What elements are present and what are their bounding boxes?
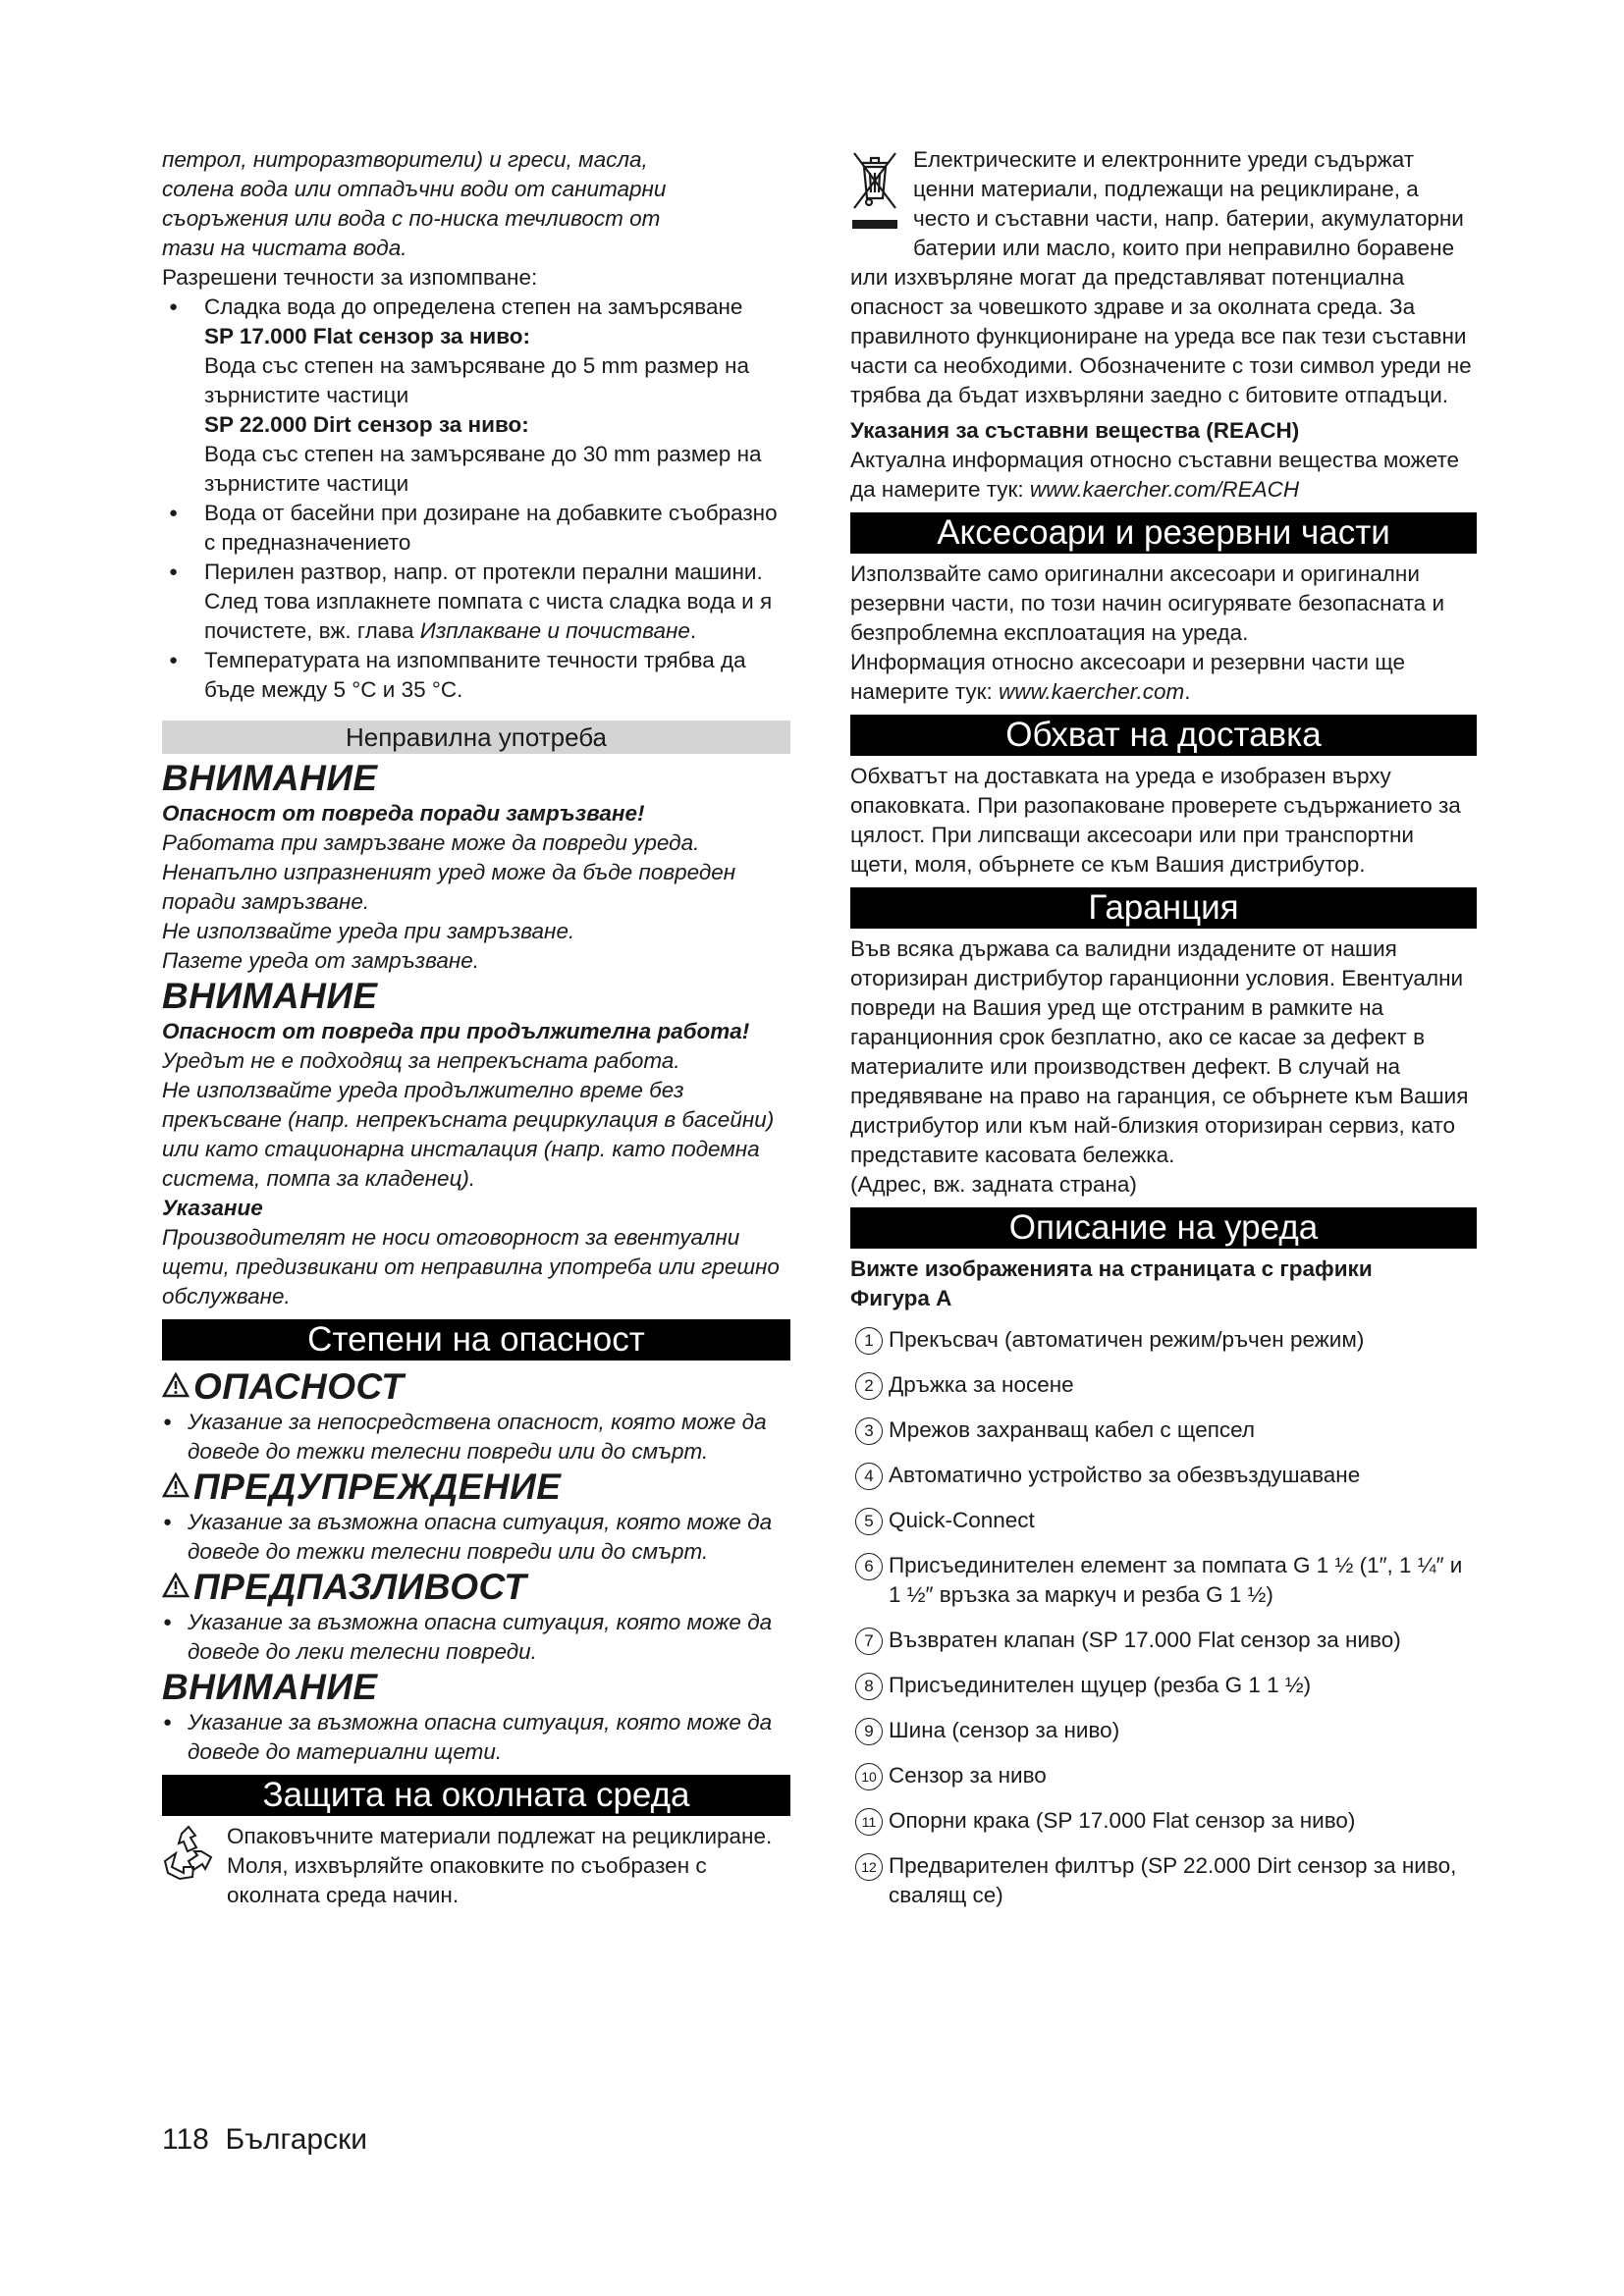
intro-line: съоръжения или вода с по-ниска течливост от: [162, 206, 661, 231]
page-footer: [162, 2122, 367, 2158]
item-number-circle: 12: [855, 1853, 883, 1881]
item-number-circle: 3: [855, 1417, 883, 1445]
scope-of-delivery-heading: Обхват на доставка: [850, 715, 1477, 756]
environment-block: [162, 1822, 790, 1910]
environment-heading: Защита на околната среда: [162, 1775, 790, 1816]
item-text: Шина (сензор за ниво): [889, 1718, 1120, 1742]
note-title: Указание: [162, 1196, 263, 1220]
weee-text: Електрическите и електронните уреди съдържат ценни материали, подлежащи на рециклиране, а често и съставни части, напр. батерии, акумулаторни батерии или масло, които при неправилно боравене или изхвърляне могат да представляват потенциална опасност за човешкото здраве и за околната среда. За правилното функциониране на уреда все пак тези съставни части са необходими. Обозначените с този символ уреди не трябва да бъдат изхвърляни заедно с битовите отпадъци.: [850, 147, 1472, 407]
component-item: [850, 1716, 1477, 1745]
danger-heading: [162, 1366, 790, 1408]
device-description-heading: Описание на уреда: [850, 1207, 1477, 1249]
warranty-address: (Адрес, вж. задната страна): [850, 1172, 1137, 1197]
sp22-text: Вода със степен на замърсяване до 30 mm размер на зърнистите частици: [204, 442, 762, 496]
warranty-heading: Гаранция: [850, 887, 1477, 929]
warning-triangle-icon: [162, 1472, 189, 1498]
bullet3-text: Перилен разтвор, напр. от протекли перални машини. След това изплакнете помпата с чиста сладка вода и я почистете, вж. глава: [204, 560, 773, 643]
reach-title: Указания за съставни вещества (REACH): [850, 418, 1300, 443]
bullet-washing-solution: [162, 558, 790, 646]
intro-line: петрол, нитроразтворители) и греси, масла,: [162, 147, 648, 172]
attention-heading: ВНИМАНИЕ: [162, 758, 378, 798]
warranty-text: Във всяка държава са валидни издадените от нашия оторизиран дистрибутор гаранционни условия. Евентуални повреди на Вашия уред ще отстраним в рамките на гаранционния срок безплатно, ако се касае за дефект в материалите или производствен дефект. В случай на предявяване на право на гаранция, се обърнете към Вашия дистрибутор или към най-близкия оторизиран сервиз, като представите касовата бележка.: [850, 936, 1469, 1167]
item-text: Прекъсвач (автоматичен режим/ръчен режим): [889, 1327, 1365, 1352]
left-column: [162, 145, 790, 1910]
component-item: [850, 1671, 1477, 1700]
item-number-circle: 9: [855, 1718, 883, 1745]
danger-text: ● Указание за непосредствена опасност, която може да доведе до тежки телесни повреди или до смърт.: [162, 1408, 790, 1467]
attention1-line: Пазете уреда от замръзване.: [162, 948, 480, 973]
caution-heading: [162, 1567, 790, 1608]
intro-line: солена вода или отпадъчни води от санитарни: [162, 177, 667, 201]
weee-block: [850, 145, 1477, 410]
danger-levels-heading: Степени на опасност: [162, 1319, 790, 1361]
accessories-info-end: .: [1184, 679, 1191, 704]
item-text: Автоматично устройство за обезвъздушаване: [889, 1463, 1361, 1487]
attention2-line: Не използвайте уреда продължително време без прекъсване (напр. непрекъсната рециркулация в басейни) или като стационарна инсталация (напр. като подемна система, помпа за кладенец).: [162, 1078, 775, 1191]
component-item: [850, 1551, 1477, 1610]
attention1-line: Работата при замръзване може да повреди уреда.: [162, 830, 700, 855]
attention1-title: Опасност от повреда поради замръзване!: [162, 801, 645, 826]
item-text: Предварителен филтър (SP 22.000 Dirt сензор за ниво, свалящ се): [889, 1853, 1457, 1907]
accessories-heading: Аксесоари и резервни части: [850, 512, 1477, 554]
item-number-circle: 2: [855, 1372, 883, 1400]
component-item: [850, 1325, 1477, 1355]
misuse-heading: Неправилна употреба: [162, 721, 790, 754]
attention1-line: Ненапълно изпразненият уред може да бъде повреден поради замръзване.: [162, 860, 736, 914]
component-item: [850, 1806, 1477, 1836]
item-text: Дръжка за носене: [889, 1372, 1074, 1397]
item-number-circle: 7: [855, 1628, 883, 1655]
accessories-text: Използвайте само оригинални аксесоари и оригинални резервни части, по този начин осигурявате безопасната и безпроблемна експлоатация на уреда.: [850, 561, 1445, 645]
bullet-temperature: ● Температурата на изпомпваните течности трябва да бъде между 5 °C и 35 °C.: [162, 646, 790, 705]
item-text: Quick-Connect: [889, 1508, 1035, 1532]
item-text: Присъединителен щуцер (резба G 1 1 ½): [889, 1673, 1312, 1697]
warning-label: ПРЕДУПРЕЖДЕНИЕ: [193, 1467, 562, 1507]
right-column: [850, 145, 1477, 1926]
reach-paragraph: [850, 446, 1477, 505]
item-number-circle: 1: [855, 1327, 883, 1355]
reach-link[interactable]: www.kaercher.com/REACH: [1029, 477, 1300, 502]
item-text: Присъединителен елемент за помпата G 1 ½ (1″, 1 ¼″ и 1 ½″ връзка за маркуч и резба G 1 ½): [889, 1553, 1463, 1607]
item-number-circle: 5: [855, 1508, 883, 1535]
recycling-icon: [162, 1824, 215, 1883]
sp17-title: SP 17.000 Flat сензор за ниво:: [204, 324, 531, 348]
component-item: [850, 1761, 1477, 1790]
warning-triangle-icon: [162, 1372, 189, 1398]
description-intro: Вижте изображенията на страницата с графики: [850, 1256, 1373, 1281]
intro-line: тази на чистата вода.: [162, 236, 407, 260]
environment-text: Опаковъчните материали подлежат на рециклиране. Моля, изхвърляйте опаковките по съобразен с околната среда начин.: [227, 1824, 773, 1907]
attention1-line: Не използвайте уреда при замръзване.: [162, 919, 575, 943]
scope-text: Обхватът на доставката на уреда е изобразен върху опаковката. При разопаковане проверете съдържанието за цялост. При липсващи аксесоари или при транспортни щети, моля, обърнете се към Вашия дистрибутор.: [850, 764, 1461, 877]
warning-heading: [162, 1467, 790, 1508]
accessories-info: [850, 648, 1477, 707]
description-figure: Фигура A: [850, 1286, 952, 1310]
item-number-circle: 8: [855, 1673, 883, 1700]
attention-heading: ВНИМАНИЕ: [162, 976, 378, 1016]
sp17-text: Вода със степен на замърсяване до 5 mm размер на зърнистите частици: [204, 353, 749, 407]
component-item: [850, 1415, 1477, 1445]
item-number-circle: 6: [855, 1553, 883, 1580]
caution-text: ● Указание за възможна опасна ситуация, която може да доведе до леки телесни повреди.: [162, 1608, 790, 1667]
warning-text: ● Указание за възможна опасна ситуация, която може да доведе до тежки телесни повреди или до смърт.: [162, 1508, 790, 1567]
bullet-fresh-water: ● Сладка вода до определена степен на замърсяване: [162, 293, 790, 322]
item-number-circle: 4: [855, 1463, 883, 1490]
item-text: Сензор за ниво: [889, 1763, 1047, 1788]
component-item: [850, 1370, 1477, 1400]
sp22-title: SP 22.000 Dirt сензор за ниво:: [204, 412, 529, 437]
attention3-text: ● Указание за възможна опасна ситуация, която може да доведе до материални щети.: [162, 1708, 790, 1767]
allowed-liquids-label: Разрешени течности за изпомпване:: [162, 265, 538, 290]
component-list: [850, 1325, 1477, 1910]
crossed-bin-icon: [850, 147, 899, 232]
chapter-link[interactable]: Изплакване и почистване: [419, 618, 690, 643]
attention2-line: Уредът не е подходящ за непрекъсната работа.: [162, 1048, 680, 1073]
bullet3-end: .: [689, 618, 697, 643]
page-number: 118: [162, 2123, 209, 2156]
note-text: Производителят не носи отговорност за евентуални щети, предизвикани от неправилна употреба или грешно обслужване.: [162, 1225, 780, 1308]
component-item: [850, 1851, 1477, 1910]
item-text: Възвратен клапан (SP 17.000 Flat сензор за ниво): [889, 1628, 1401, 1652]
component-item: [850, 1461, 1477, 1490]
item-number-circle: 10: [855, 1763, 883, 1790]
component-item: [850, 1626, 1477, 1655]
reach-text: Актуална информация относно съставни вещества можете да намерите тук:: [850, 448, 1460, 502]
item-text: Мрежов захранващ кабел с щепсел: [889, 1417, 1256, 1442]
attention2-title: Опасност от повреда при продължителна работа!: [162, 1019, 750, 1043]
component-item: [850, 1506, 1477, 1535]
bullet-pool-water: ● Вода от басейни при дозиране на добавките съобразно с предназначението: [162, 499, 790, 558]
item-number-circle: 11: [855, 1808, 883, 1836]
item-text: Опорни крака (SP 17.000 Flat сензор за ниво): [889, 1808, 1356, 1833]
danger-label: ОПАСНОСТ: [193, 1366, 405, 1407]
attention-heading: ВНИМАНИЕ: [162, 1667, 378, 1707]
warning-triangle-icon: [162, 1573, 189, 1598]
accessories-info-text: Информация относно аксесоари и резервни части ще намерите тук:: [850, 650, 1405, 704]
kaercher-link[interactable]: www.kaercher.com: [998, 679, 1185, 704]
footer-language: Български: [225, 2123, 367, 2156]
caution-label: ПРЕДПАЗЛИВОСТ: [193, 1567, 527, 1607]
